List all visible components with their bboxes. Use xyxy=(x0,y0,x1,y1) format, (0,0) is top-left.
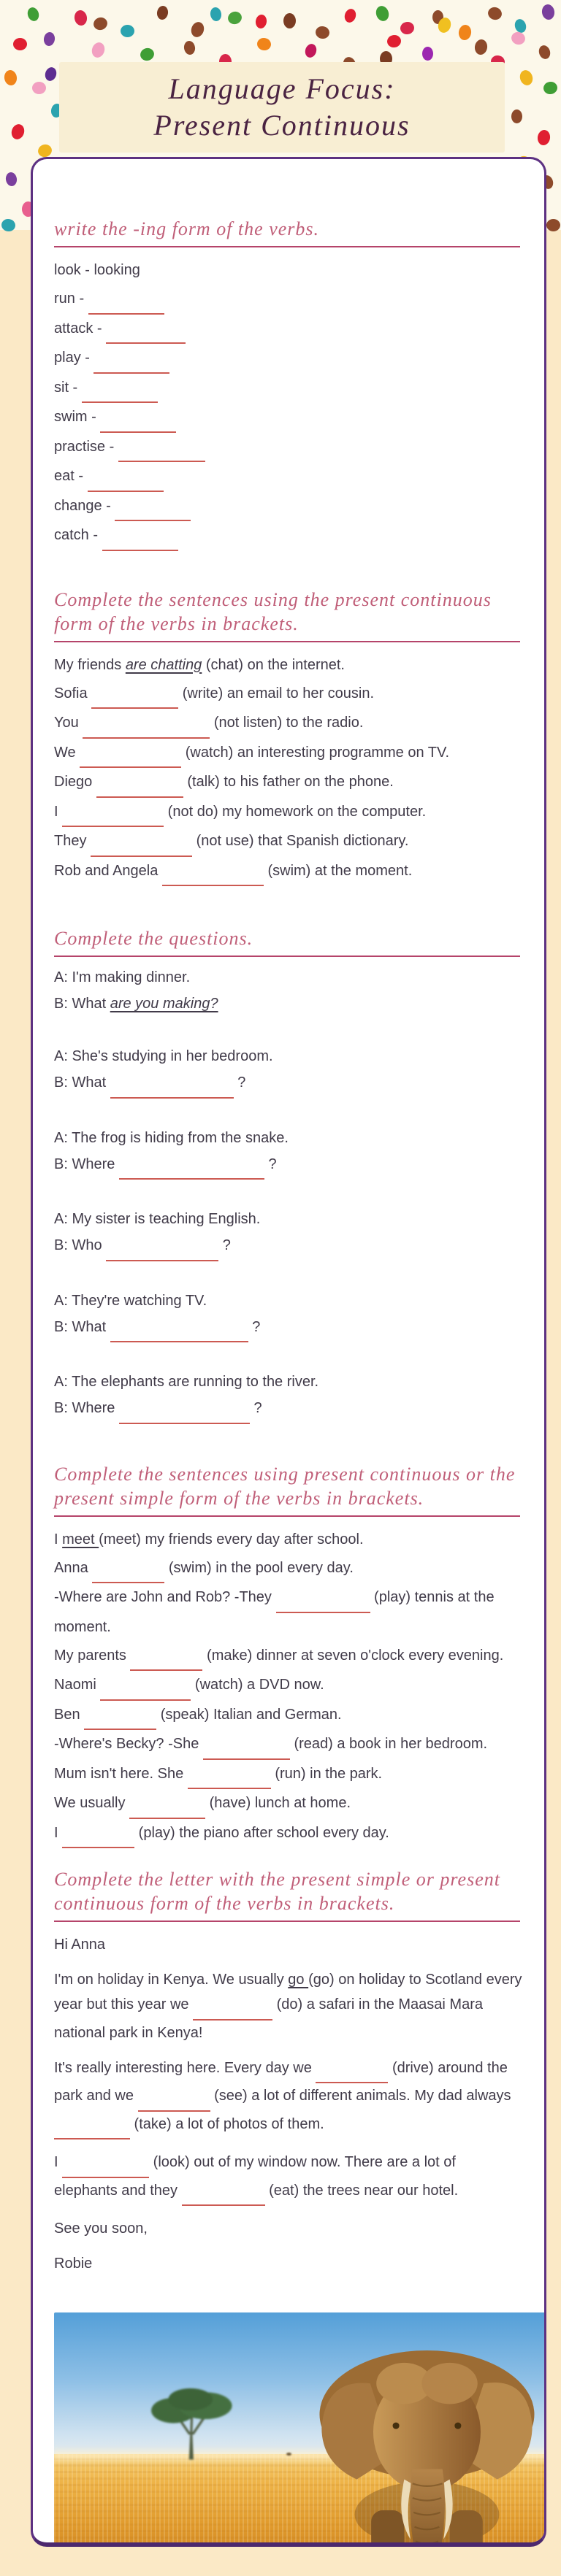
sentence-text: Sofia xyxy=(54,685,92,701)
polka-dot xyxy=(13,38,27,50)
sentence-text: (talk) to his father on the phone. xyxy=(183,774,394,790)
sentence-text: change - xyxy=(54,497,115,514)
qa-statement xyxy=(54,1369,523,1395)
sentence-text: My friends xyxy=(54,656,126,673)
sentence-text: (have) lunch at home. xyxy=(205,1795,351,1811)
sentence-text: swim - xyxy=(54,409,101,425)
sentence-text: B: What xyxy=(54,1318,110,1335)
polka-dot xyxy=(92,15,109,31)
polka-dot xyxy=(386,34,402,49)
sentence-text: run - xyxy=(54,291,88,307)
answer-input[interactable] xyxy=(130,1652,202,1671)
answer-input[interactable] xyxy=(119,1161,264,1180)
section-mixed xyxy=(54,1462,523,1849)
sentence-text: You xyxy=(54,715,83,731)
sentence-text: B: What xyxy=(54,996,110,1012)
answer-input[interactable] xyxy=(162,867,264,886)
worksheet-row xyxy=(54,344,523,374)
answer-input[interactable] xyxy=(80,749,181,768)
polka-dot xyxy=(511,109,522,123)
worksheet-row xyxy=(54,1526,523,1554)
worksheet-row xyxy=(54,315,523,345)
sentence-text: Ben xyxy=(54,1706,85,1723)
sentence-text: A: My sister is teaching English. xyxy=(54,1211,261,1227)
sentence-text: A: She's studying in her bedroom. xyxy=(54,1048,273,1064)
sentence-text: B: What xyxy=(54,1074,110,1091)
polka-dot xyxy=(546,219,560,231)
sentence-text: ? xyxy=(233,1074,246,1091)
worksheet-row xyxy=(54,709,523,739)
sentence-text: look - looking xyxy=(54,262,140,278)
question-pair xyxy=(54,1125,523,1180)
sentence-text: I xyxy=(54,1531,63,1547)
answer-input[interactable] xyxy=(110,1323,248,1342)
sentence-text: We xyxy=(54,744,80,761)
answer-input[interactable] xyxy=(316,2064,388,2083)
sentence-text: ? xyxy=(248,1318,261,1335)
title-line-1: Language Focus: xyxy=(168,72,396,105)
sentence-text: (see) a lot of different animals. My dad always xyxy=(210,2088,511,2104)
sentence-text: sit - xyxy=(54,379,82,396)
worksheet-card xyxy=(31,157,546,2547)
question-pair xyxy=(54,1369,523,1424)
polka-dot xyxy=(3,69,18,86)
answer-input[interactable] xyxy=(276,1594,370,1613)
polka-dot xyxy=(374,4,391,23)
worksheet-row xyxy=(54,403,523,433)
qa-question xyxy=(54,1314,523,1343)
qa-statement xyxy=(54,964,523,991)
letter-paragraph xyxy=(54,2056,523,2140)
answer-input[interactable] xyxy=(182,2187,265,2206)
answer-input[interactable] xyxy=(91,838,192,857)
polka-dot xyxy=(422,47,433,61)
letter-body xyxy=(54,1932,523,2276)
sentence-text: (make) dinner at seven o'clock every evening. xyxy=(202,1647,504,1664)
answer-input[interactable] xyxy=(62,1829,134,1848)
sentence-text: (read) a book in her bedroom. xyxy=(289,1736,488,1752)
sentence-text: I xyxy=(54,2154,63,2170)
sentence-text: (not listen) to the radio. xyxy=(210,715,364,731)
worksheet-row xyxy=(54,798,523,828)
sentence-text: practise - xyxy=(54,438,118,455)
answer-input[interactable] xyxy=(106,325,186,344)
worksheet-row xyxy=(54,374,523,404)
sentence-text: ? xyxy=(218,1237,231,1253)
section-divider xyxy=(54,246,520,247)
worksheet-row xyxy=(54,256,523,285)
answer-input[interactable] xyxy=(100,414,176,433)
answer-input[interactable] xyxy=(138,2093,210,2112)
answer-input[interactable] xyxy=(88,296,164,315)
section-divider xyxy=(54,1921,520,1922)
sentence-text: A: I'm making dinner. xyxy=(54,969,191,985)
polka-dot xyxy=(5,172,18,187)
answer-input[interactable] xyxy=(129,1800,205,1819)
polka-dot xyxy=(256,37,272,52)
worksheet-row xyxy=(54,739,523,769)
section-heading: Complete the letter with the present simple or present continuous form of the verbs in brackets. xyxy=(54,1869,500,1914)
sentence-text: Rob and Angela xyxy=(54,862,162,879)
filled-answer: are you making? xyxy=(110,996,218,1012)
section-heading: Complete the sentences using present continuous or the present simple form of the verbs in brackets. xyxy=(54,1463,516,1509)
sentence-rows xyxy=(54,256,523,551)
letter-paragraph xyxy=(54,2216,523,2241)
question-pairs xyxy=(54,964,523,1424)
sentence-text: ? xyxy=(249,1400,262,1416)
sentence-rows xyxy=(54,651,523,887)
sentence-text: B: Where xyxy=(54,1400,119,1416)
sentence-text: (write) an email to her cousin. xyxy=(178,685,375,701)
answer-input[interactable] xyxy=(100,1682,191,1701)
sentence-text: It's really interesting here. Every day we xyxy=(54,2059,316,2076)
sentence-text: play - xyxy=(54,350,94,366)
title-line-2: Present Continuous xyxy=(153,109,411,142)
sentence-text: They xyxy=(54,833,91,849)
worksheet-row xyxy=(54,285,523,315)
polka-dot xyxy=(486,5,503,21)
sentence-text: (meet) my friends every day after school. xyxy=(99,1531,364,1547)
qa-question xyxy=(54,1069,523,1099)
worksheet-row xyxy=(54,462,523,492)
worksheet-row xyxy=(54,1554,523,1584)
sentence-text: Anna xyxy=(54,1559,93,1576)
worksheet-sections xyxy=(54,217,523,2276)
section-heading: Complete the sentences using the present continuous form of the verbs in brackets. xyxy=(54,588,492,634)
sentence-rows xyxy=(54,1526,523,1849)
section-letter xyxy=(54,1867,523,2276)
polka-dot xyxy=(400,21,415,36)
polka-dot xyxy=(73,9,88,26)
distant-animal xyxy=(286,2453,291,2456)
sentence-text: B: Who xyxy=(54,1237,107,1253)
worksheet-row xyxy=(54,1760,523,1790)
sentence-text: Naomi xyxy=(54,1677,101,1693)
sentence-text: See you soon, xyxy=(54,2221,148,2237)
polka-dot xyxy=(536,129,551,146)
sentence-text: ? xyxy=(264,1156,277,1172)
polka-dot xyxy=(343,7,357,24)
polka-dot xyxy=(315,26,330,40)
sentence-text: (play) the piano after school every day. xyxy=(134,1824,389,1841)
worksheet-row xyxy=(54,651,523,680)
filled-answer: go xyxy=(288,1972,309,1988)
section-divider xyxy=(54,641,520,642)
worksheet-row xyxy=(54,1819,523,1849)
question-pair xyxy=(54,1206,523,1261)
worksheet-row xyxy=(54,1789,523,1819)
polka-dot xyxy=(43,31,56,47)
sentence-text: A: The frog is hiding from the snake. xyxy=(54,1129,289,1146)
letter-paragraph xyxy=(54,2251,523,2276)
question-pair xyxy=(54,1288,523,1343)
polka-dot xyxy=(283,13,296,28)
polka-dot xyxy=(156,5,169,20)
letter-paragraph xyxy=(54,2150,523,2206)
sentence-text: Robie xyxy=(54,2256,93,2272)
section-ing-forms xyxy=(54,217,523,551)
sentence-text: We usually xyxy=(54,1795,130,1811)
qa-question xyxy=(54,1151,523,1180)
polka-dot xyxy=(303,42,318,59)
sentence-text: (eat) the trees near our hotel. xyxy=(264,2182,459,2199)
answer-input[interactable] xyxy=(119,1405,250,1424)
answer-input[interactable] xyxy=(188,1770,271,1789)
sentence-text: (speak) Italian and German. xyxy=(156,1706,342,1723)
sentence-text: attack - xyxy=(54,320,107,337)
sentence-text: (look) out of my window now. There are a lot of elephants and they xyxy=(54,2154,456,2199)
polka-dot xyxy=(543,81,558,96)
polka-dot xyxy=(139,46,156,62)
qa-statement xyxy=(54,1043,523,1069)
polka-dot xyxy=(32,82,46,94)
sentence-text: A: The elephants are running to the river. xyxy=(54,1374,319,1390)
sentence-text: B: Where xyxy=(54,1156,119,1172)
answer-input[interactable] xyxy=(110,1080,234,1099)
polka-dot xyxy=(510,30,527,46)
polka-dot xyxy=(226,9,243,26)
acacia-tree xyxy=(148,2380,237,2467)
polka-dot xyxy=(473,39,488,55)
worksheet-title xyxy=(59,62,505,153)
section-heading: Complete the questions. xyxy=(54,928,253,949)
worksheet-row xyxy=(54,433,523,463)
sentence-text: (swim) in the pool every day. xyxy=(164,1559,354,1576)
polka-dot xyxy=(43,66,58,82)
question-pair xyxy=(54,1043,523,1099)
sentence-text: (swim) at the moment. xyxy=(263,862,413,879)
section-present-continuous xyxy=(54,588,523,887)
polka-dot xyxy=(210,7,223,22)
filled-answer: are chatting xyxy=(125,656,202,673)
sentence-text: (play) tennis at the moment. xyxy=(54,1589,495,1635)
sentence-text: (run) in the park. xyxy=(270,1765,383,1782)
sentence-text: (do) a safari in the Maasai Mara national park in Kenya! xyxy=(54,1996,483,2041)
sentence-text: Hi Anna xyxy=(54,1937,106,1953)
sentence-text: (drive) around the park and we xyxy=(54,2059,508,2104)
sentence-text: I'm on holiday in Kenya. We usually xyxy=(54,1972,289,1988)
sentence-text: (chat) on the internet. xyxy=(202,656,345,673)
sentence-text: (watch) a DVD now. xyxy=(191,1677,324,1693)
sentence-text: (watch) an interesting programme on TV. xyxy=(181,744,450,761)
letter-paragraph xyxy=(54,1967,523,2045)
elephant-photo xyxy=(54,2312,546,2547)
worksheet-row xyxy=(54,1701,523,1731)
worksheet-row xyxy=(54,857,523,887)
question-pair xyxy=(54,964,523,1017)
answer-input[interactable] xyxy=(82,384,158,403)
polka-dot xyxy=(541,4,555,20)
polka-dot xyxy=(1,218,16,233)
elephant-illustration xyxy=(313,2321,541,2547)
section-divider xyxy=(54,956,520,957)
sentence-text: catch - xyxy=(54,527,102,543)
sentence-text: (not do) my homework on the computer. xyxy=(164,803,427,820)
polka-dot xyxy=(183,40,196,55)
sentence-text: My parents xyxy=(54,1647,131,1664)
sentence-text: (not use) that Spanish dictionary. xyxy=(192,833,409,849)
qa-statement xyxy=(54,1125,523,1151)
qa-question xyxy=(54,1232,523,1261)
answer-input[interactable] xyxy=(115,502,191,521)
answer-input[interactable] xyxy=(118,443,205,462)
filled-answer: meet xyxy=(62,1531,99,1547)
section-questions xyxy=(54,926,523,1424)
answer-input[interactable] xyxy=(62,808,164,827)
polka-dot xyxy=(189,20,206,39)
qa-question xyxy=(54,1395,523,1424)
answer-input[interactable] xyxy=(94,355,169,374)
polka-dot xyxy=(90,41,107,59)
section-divider xyxy=(54,1515,520,1517)
worksheet-row xyxy=(54,492,523,522)
sentence-text: I xyxy=(54,1824,63,1841)
answer-input[interactable] xyxy=(106,1242,218,1261)
worksheet-row xyxy=(54,1730,523,1760)
sentence-text: I xyxy=(54,803,63,820)
polka-dot xyxy=(537,44,552,61)
polka-dot xyxy=(457,24,472,41)
worksheet-row xyxy=(54,1671,523,1701)
qa-statement xyxy=(54,1288,523,1314)
worksheet-row xyxy=(54,827,523,857)
sentence-text: -Where's Becky? -She xyxy=(54,1736,203,1752)
sentence-text: -Where are John and Rob? -They xyxy=(54,1589,276,1605)
sentence-text: A: They're watching TV. xyxy=(54,1292,207,1309)
answer-input[interactable] xyxy=(91,690,178,709)
polka-dot xyxy=(9,123,26,141)
answer-input[interactable] xyxy=(88,473,164,492)
letter-paragraph xyxy=(54,1932,523,1957)
answer-input[interactable] xyxy=(193,2002,272,2021)
answer-input[interactable] xyxy=(62,2159,149,2178)
worksheet-row xyxy=(54,1642,523,1672)
sentence-text: (take) a lot of photos of them. xyxy=(130,2115,324,2132)
polka-dot xyxy=(518,69,535,87)
answer-input[interactable] xyxy=(102,532,178,551)
worksheet-row xyxy=(54,768,523,798)
worksheet-row xyxy=(54,680,523,710)
answer-input[interactable] xyxy=(203,1741,290,1760)
polka-dot xyxy=(26,6,40,23)
sentence-text: Mum isn't here. She xyxy=(54,1765,188,1782)
answer-input[interactable] xyxy=(84,1711,156,1730)
polka-dot xyxy=(255,14,268,29)
qa-statement xyxy=(54,1206,523,1232)
answer-input[interactable] xyxy=(83,720,210,739)
sentence-text: eat - xyxy=(54,468,88,484)
section-heading: write the -ing form of the verbs. xyxy=(54,218,320,239)
worksheet-row xyxy=(54,1583,523,1642)
sentence-text: Diego xyxy=(54,774,96,790)
sentence-text: (go) on holiday to Scotland every year but this year we xyxy=(54,1972,522,2012)
polka-dot xyxy=(121,25,134,37)
answer-input[interactable] xyxy=(92,1564,164,1583)
qa-question xyxy=(54,991,523,1017)
answer-input[interactable] xyxy=(54,2121,130,2139)
answer-input[interactable] xyxy=(96,779,183,798)
worksheet-row xyxy=(54,521,523,551)
